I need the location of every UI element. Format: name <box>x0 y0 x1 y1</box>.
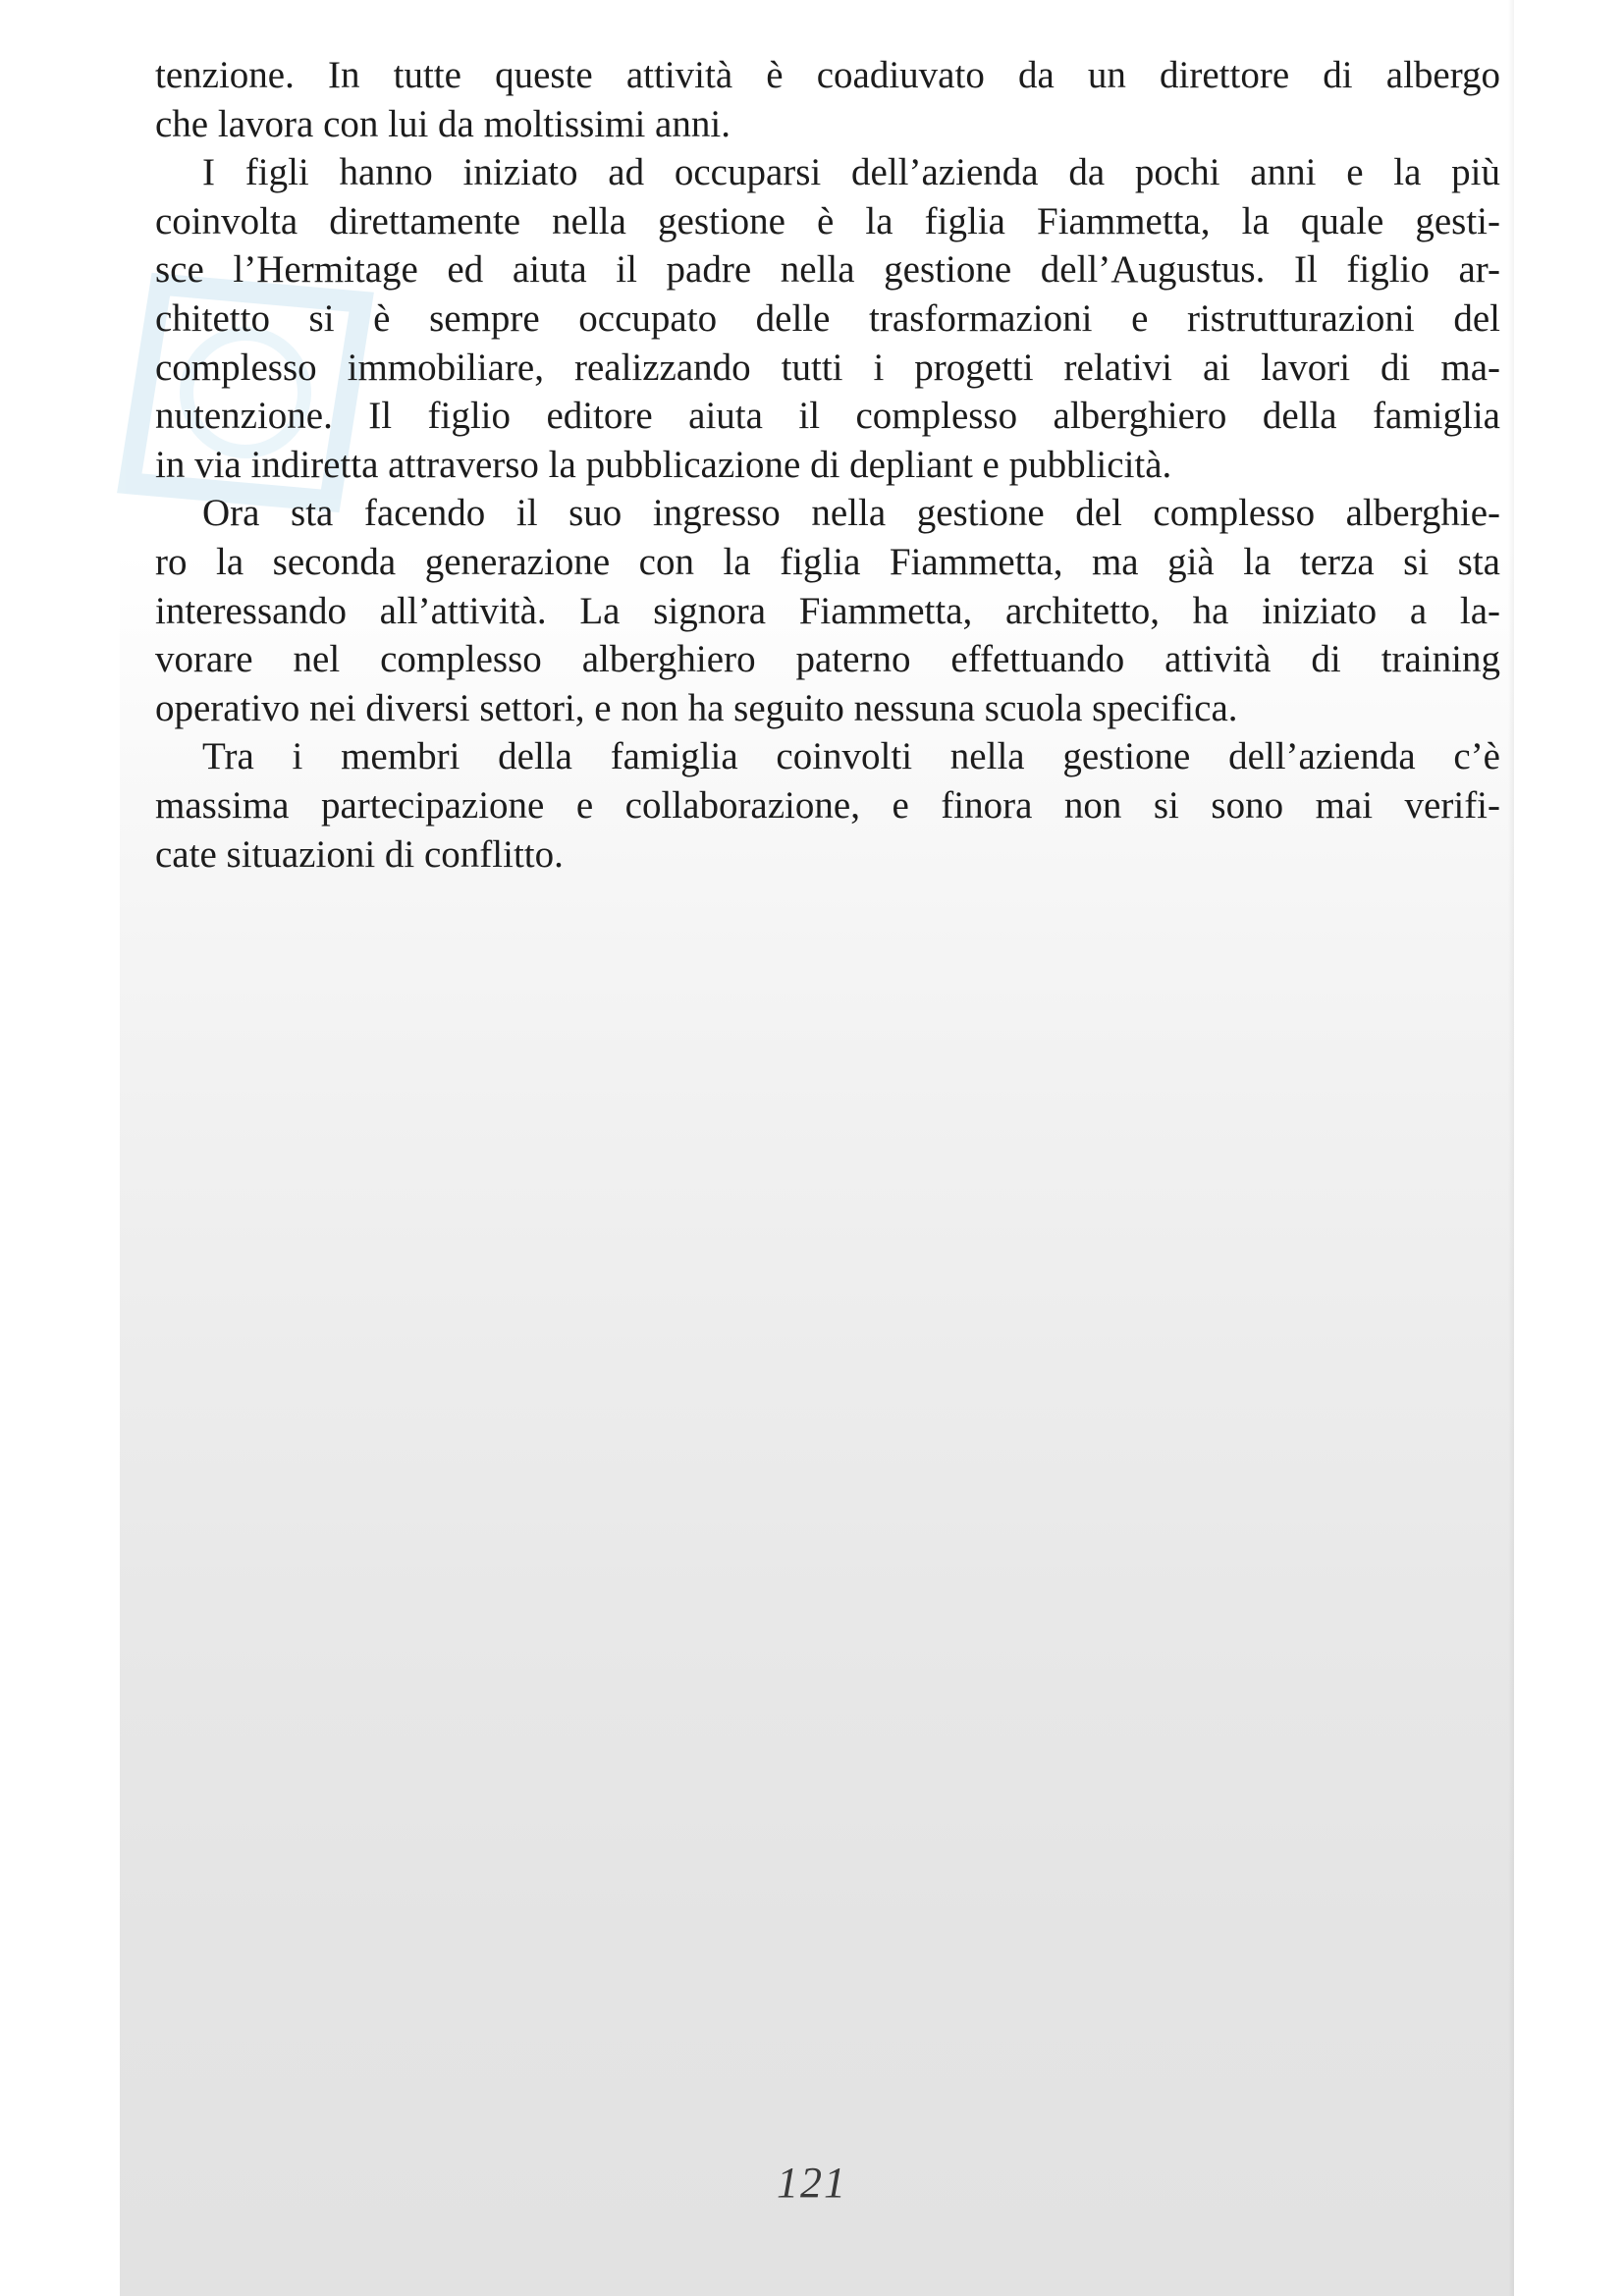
text-line: ro la seconda generazione con la figlia Fiammetta, ma già la terza si sta <box>155 540 1500 583</box>
text-line: operativo nei diversi settori, e non ha seguito nessuna scuola specifica. <box>155 686 1238 729</box>
text-line: in via indiretta attraverso la pubblicazione di depliant e pubblicità. <box>155 443 1172 486</box>
paragraph-1 <box>155 51 1500 148</box>
text-line: complesso immobiliare, realizzando tutti i progetti relativi ai lavori di ma- <box>155 346 1500 389</box>
text-line: tenzione. In tutte queste attività è coadiuvato da un direttore di albergo <box>155 54 1500 96</box>
text-line: interessando all’attività. La signora Fiammetta, architetto, ha iniziato a la- <box>155 589 1500 632</box>
text-line: Tra i membri della famiglia coinvolti nella gestione dell’azienda c’è <box>202 735 1500 778</box>
text-line: sce l’Hermitage ed aiuta il padre nella gestione dell’Augustus. Il figlio ar- <box>155 248 1500 292</box>
text-line: Ora sta facendo il suo ingresso nella gestione del complesso alberghie- <box>202 492 1500 535</box>
text-line: cate situazioni di conflitto. <box>155 832 564 876</box>
text-line: che lavora con lui da moltissimi anni. <box>155 102 731 145</box>
text-line: coinvolta direttamente nella gestione è la figlia Fiammetta, la quale gesti- <box>155 199 1500 242</box>
text-line: massima partecipazione e collaborazione, e finora non si sono mai verifi- <box>155 783 1500 827</box>
body-text <box>155 51 1500 879</box>
paragraph-3 <box>155 489 1500 732</box>
page-number: 121 <box>777 2159 847 2207</box>
text-line: vorare nel complesso alberghiero paterno effettuando attività di training <box>155 638 1500 681</box>
text-line: I figli hanno iniziato ad occuparsi dell’azienda da pochi anni e la più <box>202 151 1500 194</box>
text-line: nutenzione. Il figlio editore aiuta il complesso alberghiero della famiglia <box>155 395 1500 438</box>
paragraph-4 <box>155 732 1500 879</box>
text-line: chitetto si è sempre occupato delle trasformazioni e ristrutturazioni del <box>155 296 1500 340</box>
paragraph-2 <box>155 148 1500 489</box>
